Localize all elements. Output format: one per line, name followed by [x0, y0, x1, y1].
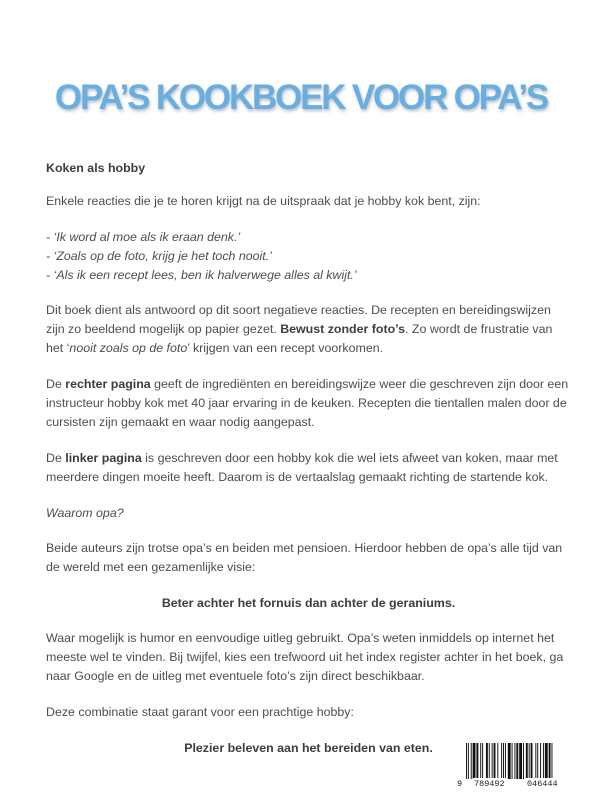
- paragraph-combination: Deze combinatie staat garant voor een prachtige hobby:: [46, 705, 354, 719]
- barcode-bar: [526, 743, 528, 779]
- barcode-bar: [508, 743, 511, 779]
- barcode-left-digits: 789492: [474, 779, 505, 789]
- barcode-bar: [480, 743, 481, 779]
- barcode-bar: [466, 743, 467, 779]
- barcode-bar: [531, 743, 533, 779]
- barcode-bar: [552, 743, 553, 779]
- barcode-bar: [476, 743, 478, 779]
- quote-list: [46, 228, 571, 285]
- text-run: is geschreven door een hobby kok die wel iets afweet van koken, maar met meerdere dingen moeite heeft. Daarom is de vertaalslag gemaakt richting de startende kok.: [46, 451, 558, 484]
- closing-line: Plezier beleven aan het bereiden van eten.: [184, 741, 433, 755]
- barcode-bar: [545, 743, 548, 779]
- section-heading: Koken als hobby: [46, 161, 146, 175]
- barcode-bar: [529, 743, 530, 779]
- barcode-bar: [516, 743, 518, 779]
- barcode-digits: [456, 778, 582, 791]
- barcode-right-digits: 046444: [527, 779, 558, 789]
- isbn-barcode: [456, 743, 582, 791]
- barcode-lead-digit: 9: [457, 779, 463, 789]
- barcode-bar: [514, 743, 515, 779]
- emphasis-bold: linker pagina: [65, 451, 142, 465]
- book-title: OPA’S KOOKBOEK VOOR OPA’S: [54, 78, 548, 117]
- text-run: geeft de ingrediënten en bereidingswijze weer die geschreven zijn door een instructeur hobby kok met 40 jaar ervaring in de keuken. Recepten die tientallen malen door de cursisten zijn gemaakt en waar nodig aangepast.: [46, 377, 569, 429]
- text-run: De: [46, 377, 66, 391]
- barcode-bar: [471, 743, 472, 779]
- barcode-bar: [549, 743, 551, 779]
- motto: Beter achter het fornuis dan achter de geraniums.: [161, 596, 456, 610]
- barcode-bar: [497, 743, 498, 779]
- paragraph-left-page: [46, 449, 571, 487]
- barcode-bar: [503, 743, 504, 779]
- barcode-bar: [473, 743, 476, 779]
- quote-item: - ‘Ik word al moe als ik eraan denk.’: [46, 230, 241, 244]
- intro-paragraph: Enkele reacties die je te horen krijgt na de uitspraak dat je hobby kok bent, zijn:: [46, 194, 481, 208]
- barcode-bar: [494, 743, 496, 779]
- paragraph-authors: Beide auteurs zijn trotse opa’s en beiden met pensioen. Hierdoor hebben de opa’s alle tijd van de wereld met een gezamenlijke visie:: [46, 541, 563, 574]
- barcode-bar: [512, 743, 513, 779]
- barcode-bar: [489, 743, 490, 779]
- barcode-bar: [482, 743, 483, 779]
- text-run: . Zo wordt de frustratie van het ‘: [46, 322, 553, 355]
- back-cover-text: [46, 159, 571, 758]
- text-run: ’ krijgen van een recept voorkomen.: [187, 341, 384, 355]
- quote-item: - ‘Als ik een recept lees, ben ik halverwege alles al kwijt.’: [46, 268, 357, 282]
- paragraph-purpose: [46, 301, 571, 358]
- barcode-bar: [519, 743, 522, 779]
- barcode-bar: [543, 743, 544, 779]
- emphasis-italic: nooit zoals op de foto: [69, 341, 188, 355]
- barcode-bar: [468, 743, 469, 779]
- barcode-bar: [537, 743, 538, 779]
- text-run: De: [46, 451, 66, 465]
- emphasis-bold: rechter pagina: [65, 377, 151, 391]
- emphasis-bold: Bewust zonder foto’s: [280, 322, 406, 336]
- barcode-bar: [540, 743, 541, 779]
- quote-item: - ‘Zoals op de foto, krijg je het toch nooit.’: [46, 249, 272, 263]
- subheading: Waarom opa?: [46, 506, 124, 520]
- text-run: Dit boek dient als antwoord op dit soort negatieve reacties. De recepten en bereidingswijzen zijn zo beeldend mogelijk op papier gezet.: [46, 303, 551, 336]
- barcode-bar: [535, 743, 536, 779]
- barcode-bar: [486, 743, 488, 779]
- barcode-bar: [505, 743, 506, 779]
- paragraph-right-page: [46, 375, 571, 432]
- barcode-bar: [501, 743, 502, 779]
- barcode-bar: [523, 743, 524, 779]
- barcode-bar: [492, 743, 493, 779]
- paragraph-humor: Waar mogelijk is humor en eenvoudige uitleg gebruikt. Opa’s weten inmiddels op internet het meeste wel te vinden. Bij twijfel, kies een trefwoord uit het index register achter in het boek, ga naar Google en de uitleg met eventuele foto’s zijn direct beschikbaar.: [46, 631, 564, 683]
